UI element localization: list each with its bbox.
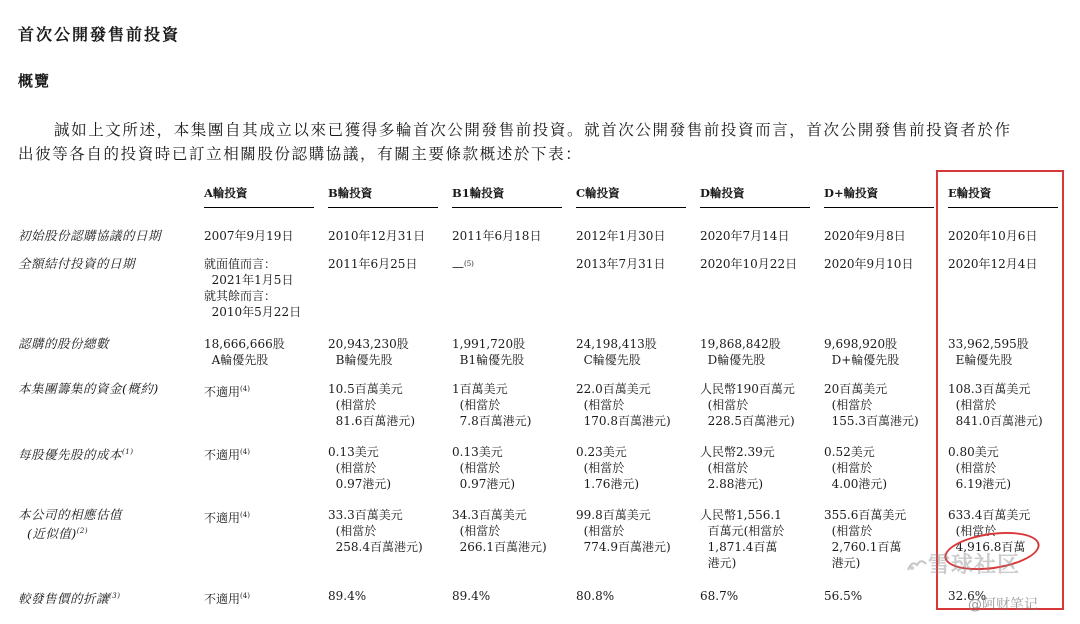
- table-cell: 0.52美元 (相當於 4.00港元): [824, 445, 888, 491]
- table-cell: 20百萬美元 (相當於 155.3百萬港元): [824, 382, 919, 428]
- table-cell: 不適用$^{(4)}$: [204, 448, 250, 462]
- table-cell: 33,962,595股 E輪優先股: [948, 337, 1029, 367]
- section-title: 概覽: [18, 72, 51, 90]
- intro-paragraph: [18, 118, 1066, 166]
- table-cell: 99.8百萬美元 (相當於 774.9百萬港元): [576, 508, 671, 554]
- table-cell: 89.4%: [328, 589, 367, 603]
- table-cell: 人民幣2.39元 (相當於 2.88港元): [700, 445, 775, 491]
- page-title: 首次公開發售前投資: [18, 25, 181, 44]
- row-label: 本集團籌集的資金(概約): [18, 381, 159, 396]
- snowball-icon: [906, 556, 928, 574]
- table-cell: 2020年12月4日: [948, 257, 1038, 271]
- table-cell: 34.3百萬美元 (相當於 266.1百萬港元): [452, 508, 547, 554]
- column-header: B1輪投資: [452, 185, 562, 208]
- table-cell: 33.3百萬美元 (相當於 258.4百萬港元): [328, 508, 423, 554]
- table-cell: 24,198,413股 C輪優先股: [576, 337, 657, 367]
- table-cell: 18,666,666股 A輪優先股: [204, 337, 285, 367]
- table-cell: 10.5百萬美元 (相當於 81.6百萬港元): [328, 382, 416, 428]
- table-cell: 不適用$^{(4)}$: [204, 385, 250, 399]
- table-cell: 0.80美元 (相當於 6.19港元): [948, 445, 1012, 491]
- table-cell: 2011年6月18日: [452, 229, 542, 243]
- table-cell: 56.5%: [824, 589, 863, 603]
- table-cell: 2020年10月22日: [700, 257, 798, 271]
- table-cell: 2007年9月19日: [204, 229, 294, 243]
- table-cell: 2012年1月30日: [576, 229, 666, 243]
- table-cell: 9,698,920股 D+輪優先股: [824, 337, 900, 367]
- table-cell: 2010年12月31日: [328, 229, 426, 243]
- column-header: D+輪投資: [824, 185, 934, 208]
- table-cell: 就面值而言： 2021年1月5日 就其餘而言： 2010年5月22日: [204, 257, 302, 319]
- table-cell: 2020年9月10日: [824, 257, 914, 271]
- column-header: E輪投資: [948, 185, 1058, 208]
- table-cell: 80.8%: [576, 589, 615, 603]
- table-cell: 633.4百萬美元 (相當於 4,916.8百萬: [948, 508, 1031, 554]
- table-cell: 2020年10月6日: [948, 229, 1038, 243]
- table-cell: 355.6百萬美元 (相當於 2,760.1百萬 港元): [824, 508, 907, 570]
- intro-line-2: 出彼等各自的投資時已訂立相關股份認購協議，有關主要條款概述於下表：: [18, 145, 583, 163]
- table-cell: 1,991,720股 B1輪優先股: [452, 337, 526, 367]
- table-cell: —$^{(5)}$: [452, 260, 474, 274]
- table-cell: 0.13美元 (相當於 0.97港元): [328, 445, 392, 491]
- row-label: 較發售價的折讓$^{(3)}$: [18, 591, 121, 606]
- column-header: B輪投資: [328, 185, 438, 208]
- table-cell: 22.0百萬美元 (相當於 170.8百萬港元): [576, 382, 671, 428]
- row-label: 認購的股份總數: [18, 336, 110, 351]
- table-cell: 2011年6月25日: [328, 257, 418, 271]
- row-label: 每股優先股的成本$^{(1)}$: [18, 447, 134, 462]
- table-cell: 人民幣1,556.1 百萬元(相當於 1,871.4百萬 港元): [700, 508, 785, 570]
- table-cell: 不適用$^{(4)}$: [204, 592, 250, 606]
- row-label: 全額結付投資的日期: [18, 256, 136, 271]
- table-cell: 32.6%: [948, 589, 987, 603]
- watermark-author: @阿财笔记: [968, 597, 1038, 613]
- table-cell: 1百萬美元 (相當於 7.8百萬港元): [452, 382, 532, 428]
- table-cell: 0.23美元 (相當於 1.76港元): [576, 445, 640, 491]
- table-cell: 20,943,230股 B輪優先股: [328, 337, 409, 367]
- intro-line-1: 誠如上文所述，本集團自其成立以來已獲得多輪首次公開發售前投資。就首次公開發售前投資而言，首次公開發售前投資者於作: [54, 121, 1012, 139]
- table-cell: 108.3百萬美元 (相當於 841.0百萬港元): [948, 382, 1043, 428]
- column-header: D輪投資: [700, 185, 810, 208]
- table-cell: 89.4%: [452, 589, 491, 603]
- table-cell: 不適用$^{(4)}$: [204, 511, 250, 525]
- table-cell: 2013年7月31日: [576, 257, 666, 271]
- table-cell: 0.13美元 (相當於 0.97港元): [452, 445, 516, 491]
- table-cell: 19,868,842股 D輪優先股: [700, 337, 781, 367]
- table-cell: 人民幣190百萬元 (相當於 228.5百萬港元): [700, 382, 795, 428]
- table-cell: 2020年9月8日: [824, 229, 906, 243]
- column-header: C輪投資: [576, 185, 686, 208]
- column-header: A輪投資: [204, 185, 314, 208]
- row-label: 本公司的相應估值 (近似值)$^{(2)}$: [18, 507, 123, 541]
- watermark-xueqiu: 雪球社区: [928, 553, 1021, 578]
- table-cell: 2020年7月14日: [700, 229, 790, 243]
- row-label: 初始股份認購協議的日期: [18, 228, 162, 243]
- table-cell: 68.7%: [700, 589, 739, 603]
